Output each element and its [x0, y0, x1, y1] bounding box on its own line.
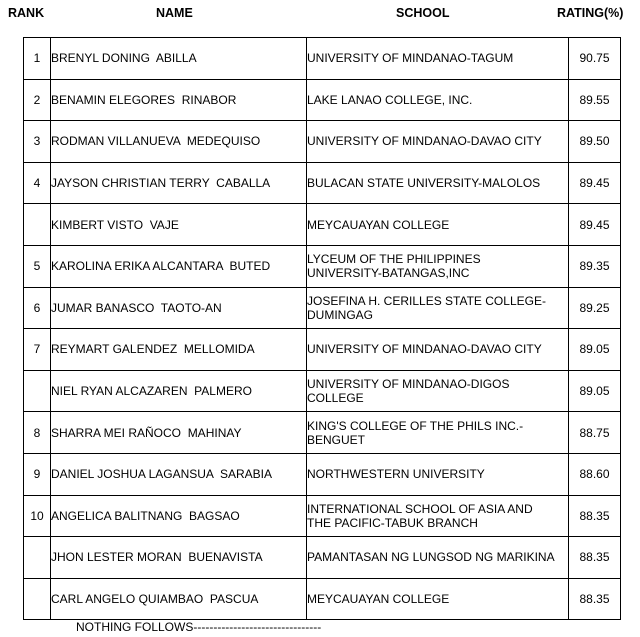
name-cell: KIMBERT VISTO VAJE [51, 204, 307, 246]
table-row [24, 495, 621, 537]
rank-cell [24, 204, 51, 246]
name-cell: ANGELICA BALITNANG BAGSAO [51, 495, 307, 537]
name-cell: JHON LESTER MORAN BUENAVISTA [51, 537, 307, 579]
rank-cell: 6 [24, 287, 51, 329]
table-row [24, 329, 621, 371]
school-column-header: SCHOOL [396, 6, 450, 20]
rank-cell: 10 [24, 495, 51, 537]
school-cell: PAMANTASAN NG LUNGSOD NG MARIKINA [307, 537, 569, 579]
rating-cell: 89.45 [569, 162, 621, 204]
school-cell: LAKE LANAO COLLEGE, INC. [307, 79, 569, 121]
name-cell: SHARRA MEI RAÑOCO MAHINAY [51, 412, 307, 454]
name-cell: BENAMIN ELEGORES RINABOR [51, 79, 307, 121]
table-row [24, 287, 621, 329]
name-cell: CARL ANGELO QUIAMBAO PASCUA [51, 578, 307, 620]
rank-cell: 9 [24, 453, 51, 495]
table-row [24, 537, 621, 579]
rating-cell: 88.35 [569, 578, 621, 620]
school-cell: UNIVERSITY OF MINDANAO-DAVAO CITY [307, 329, 569, 371]
school-cell: UNIVERSITY OF MINDANAO-DIGOS COLLEGE [307, 370, 569, 412]
rank-cell [24, 537, 51, 579]
name-cell: NIEL RYAN ALCAZAREN PALMERO [51, 370, 307, 412]
rank-cell [24, 370, 51, 412]
school-cell: LYCEUM OF THE PHILIPPINES UNIVERSITY-BATANGAS,INC [307, 245, 569, 287]
school-cell: KING'S COLLEGE OF THE PHILS INC.- BENGUET [307, 412, 569, 454]
nothing-follows-note: NOTHING FOLLOWS-------------------------------- [76, 620, 322, 634]
table-row [24, 245, 621, 287]
table-row [24, 578, 621, 620]
name-cell: JAYSON CHRISTIAN TERRY CABALLA [51, 162, 307, 204]
rank-cell: 1 [24, 38, 51, 80]
rank-cell: 8 [24, 412, 51, 454]
rating-cell: 89.45 [569, 204, 621, 246]
school-cell: MEYCAUAYAN COLLEGE [307, 578, 569, 620]
table-row [24, 453, 621, 495]
rank-cell: 2 [24, 79, 51, 121]
school-cell: UNIVERSITY OF MINDANAO-TAGUM [307, 38, 569, 80]
rating-cell: 89.55 [569, 79, 621, 121]
name-cell: RODMAN VILLANUEVA MEDEQUISO [51, 121, 307, 163]
name-cell: DANIEL JOSHUA LAGANSUA SARABIA [51, 453, 307, 495]
rating-cell: 88.35 [569, 537, 621, 579]
rating-column-header: RATING(%) [557, 6, 624, 20]
rank-cell: 4 [24, 162, 51, 204]
school-cell: INTERNATIONAL SCHOOL OF ASIA AND THE PACIFIC-TABUK BRANCH [307, 495, 569, 537]
table-row [24, 79, 621, 121]
school-cell: BULACAN STATE UNIVERSITY-MALOLOS [307, 162, 569, 204]
name-cell: KAROLINA ERIKA ALCANTARA BUTED [51, 245, 307, 287]
results-table-body [24, 38, 621, 620]
rank-cell: 3 [24, 121, 51, 163]
table-header [0, 6, 640, 26]
rank-column-header: RANK [8, 6, 45, 20]
rank-cell: 5 [24, 245, 51, 287]
rating-cell: 89.05 [569, 329, 621, 371]
rating-cell: 89.25 [569, 287, 621, 329]
name-cell: REYMART GALENDEZ MELLOMIDA [51, 329, 307, 371]
rank-cell [24, 578, 51, 620]
rating-cell: 90.75 [569, 38, 621, 80]
rating-cell: 89.05 [569, 370, 621, 412]
name-cell: JUMAR BANASCO TAOTO-AN [51, 287, 307, 329]
rating-cell: 88.75 [569, 412, 621, 454]
school-cell: MEYCAUAYAN COLLEGE [307, 204, 569, 246]
rating-cell: 88.35 [569, 495, 621, 537]
school-cell: JOSEFINA H. CERILLES STATE COLLEGE- DUMINGAG [307, 287, 569, 329]
name-cell: BRENYL DONING ABILLA [51, 38, 307, 80]
table-row [24, 204, 621, 246]
school-cell: UNIVERSITY OF MINDANAO-DAVAO CITY [307, 121, 569, 163]
rating-cell: 89.50 [569, 121, 621, 163]
table-row [24, 370, 621, 412]
table-row [24, 38, 621, 80]
table-row [24, 412, 621, 454]
rating-cell: 88.60 [569, 453, 621, 495]
school-cell: NORTHWESTERN UNIVERSITY [307, 453, 569, 495]
rank-cell: 7 [24, 329, 51, 371]
table-row [24, 121, 621, 163]
table-row [24, 162, 621, 204]
name-column-header: NAME [156, 6, 193, 20]
results-table [23, 37, 621, 620]
rating-cell: 89.35 [569, 245, 621, 287]
